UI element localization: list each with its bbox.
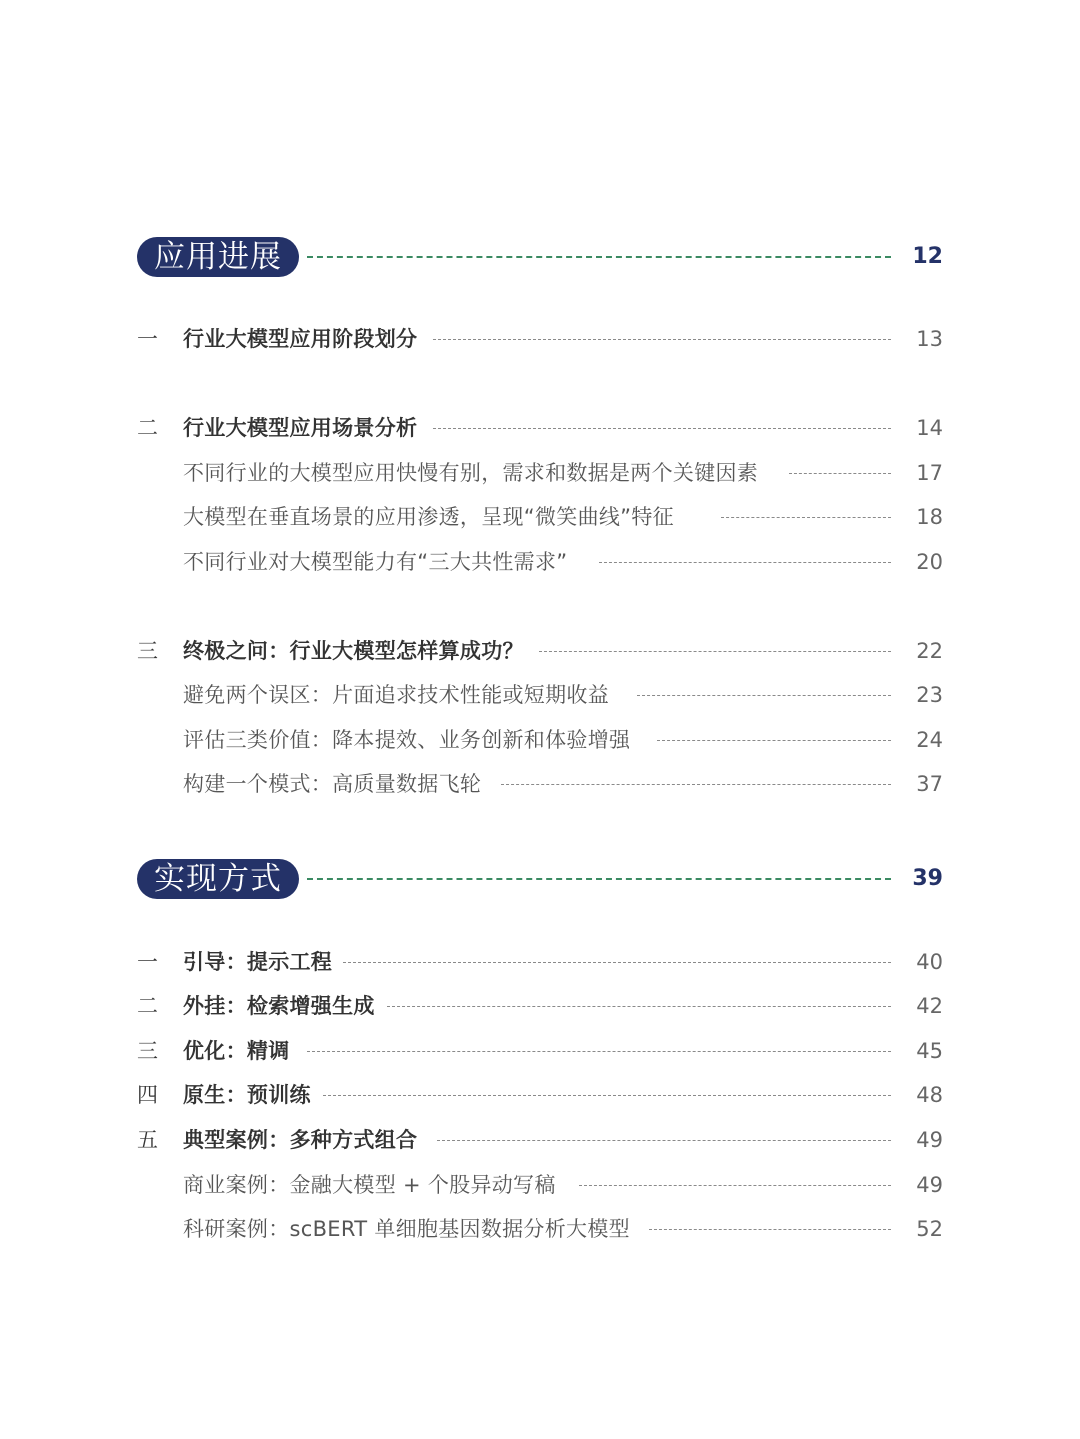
toc-subentry[interactable] bbox=[137, 675, 943, 715]
entry-title: 终极之问：行业大模型怎样算成功？ bbox=[183, 639, 524, 663]
dotted-leader bbox=[437, 1140, 891, 1141]
toc-subentry[interactable] bbox=[137, 1209, 943, 1249]
entry-number: 一 bbox=[137, 950, 158, 974]
entry-title: 不同行业的大模型应用快慢有别，需求和数据是两个关键因素 bbox=[183, 461, 759, 485]
section-header-0[interactable] bbox=[137, 237, 943, 281]
entry-title: 行业大模型应用场景分析 bbox=[183, 416, 418, 440]
entry-page-number: 49 bbox=[916, 1128, 943, 1152]
toc-entry[interactable] bbox=[137, 1075, 943, 1115]
dotted-leader bbox=[649, 1229, 891, 1230]
entry-page-number: 52 bbox=[916, 1217, 943, 1241]
dotted-leader bbox=[579, 1185, 891, 1186]
entry-number: 一 bbox=[137, 327, 158, 351]
toc-subentry[interactable] bbox=[137, 542, 943, 582]
entry-number: 三 bbox=[137, 1039, 158, 1063]
entry-number: 四 bbox=[137, 1083, 158, 1107]
toc-subentry[interactable] bbox=[137, 1165, 943, 1205]
section-page-number: 12 bbox=[912, 244, 943, 269]
toc-entry[interactable] bbox=[137, 986, 943, 1026]
entry-title: 商业案例：金融大模型 + 个股异动写稿 bbox=[183, 1173, 556, 1197]
section-page-number: 39 bbox=[912, 866, 943, 891]
entry-title: 大模型在垂直场景的应用渗透，呈现“微笑曲线”特征 bbox=[183, 505, 674, 529]
toc-entry[interactable] bbox=[137, 1031, 943, 1071]
entry-title: 科研案例：scBERT 单细胞基因数据分析大模型 bbox=[183, 1217, 630, 1241]
entry-page-number: 42 bbox=[916, 994, 943, 1018]
entry-page-number: 48 bbox=[916, 1083, 943, 1107]
toc-entry[interactable] bbox=[137, 942, 943, 982]
entry-page-number: 23 bbox=[916, 683, 943, 707]
entry-title: 评估三类价值：降本提效、业务创新和体验增强 bbox=[183, 728, 631, 752]
entry-title: 优化：精调 bbox=[183, 1039, 290, 1063]
toc-entry[interactable] bbox=[137, 319, 943, 359]
entry-page-number: 40 bbox=[916, 950, 943, 974]
dotted-leader bbox=[637, 695, 891, 696]
entry-number: 二 bbox=[137, 416, 158, 440]
dotted-leader bbox=[539, 651, 891, 652]
dotted-leader bbox=[721, 517, 891, 518]
entry-title: 外挂：检索增强生成 bbox=[183, 994, 375, 1018]
entry-page-number: 18 bbox=[916, 505, 943, 529]
dotted-leader bbox=[433, 428, 891, 429]
entry-page-number: 17 bbox=[916, 461, 943, 485]
section-title-pill: 应用进展 bbox=[137, 237, 299, 277]
dotted-leader bbox=[657, 740, 891, 741]
dotted-leader bbox=[433, 339, 891, 340]
dotted-leader bbox=[387, 1006, 891, 1007]
entry-page-number: 37 bbox=[916, 772, 943, 796]
dotted-leader bbox=[501, 784, 891, 785]
dotted-leader bbox=[307, 256, 891, 258]
toc-subentry[interactable] bbox=[137, 720, 943, 760]
entry-title: 原生：预训练 bbox=[183, 1083, 311, 1107]
section-header-1[interactable] bbox=[137, 859, 943, 903]
dotted-leader bbox=[307, 1051, 891, 1052]
entry-title: 行业大模型应用阶段划分 bbox=[183, 327, 418, 351]
toc-subentry[interactable] bbox=[137, 497, 943, 537]
entry-page-number: 45 bbox=[916, 1039, 943, 1063]
entry-page-number: 20 bbox=[916, 550, 943, 574]
entry-title: 不同行业对大模型能力有“三大共性需求” bbox=[183, 550, 568, 574]
toc-subentry[interactable] bbox=[137, 764, 943, 804]
entry-number: 五 bbox=[137, 1128, 158, 1152]
toc-entry[interactable] bbox=[137, 408, 943, 448]
entry-title: 构建一个模式：高质量数据飞轮 bbox=[183, 772, 482, 796]
dotted-leader bbox=[323, 1095, 891, 1096]
entry-title: 避免两个误区：片面追求技术性能或短期收益 bbox=[183, 683, 609, 707]
dotted-leader bbox=[789, 473, 891, 474]
dotted-leader bbox=[343, 962, 891, 963]
entry-page-number: 13 bbox=[916, 327, 943, 351]
entry-page-number: 24 bbox=[916, 728, 943, 752]
entry-title: 典型案例：多种方式组合 bbox=[183, 1128, 418, 1152]
entry-page-number: 14 bbox=[916, 416, 943, 440]
toc-subentry[interactable] bbox=[137, 453, 943, 493]
toc-entry[interactable] bbox=[137, 631, 943, 671]
entry-number: 三 bbox=[137, 639, 158, 663]
entry-page-number: 22 bbox=[916, 639, 943, 663]
dotted-leader bbox=[599, 562, 891, 563]
entry-number: 二 bbox=[137, 994, 158, 1018]
toc-entry[interactable] bbox=[137, 1120, 943, 1160]
entry-title: 引导：提示工程 bbox=[183, 950, 333, 974]
entry-page-number: 49 bbox=[916, 1173, 943, 1197]
dotted-leader bbox=[307, 878, 891, 880]
section-title-pill: 实现方式 bbox=[137, 859, 299, 899]
